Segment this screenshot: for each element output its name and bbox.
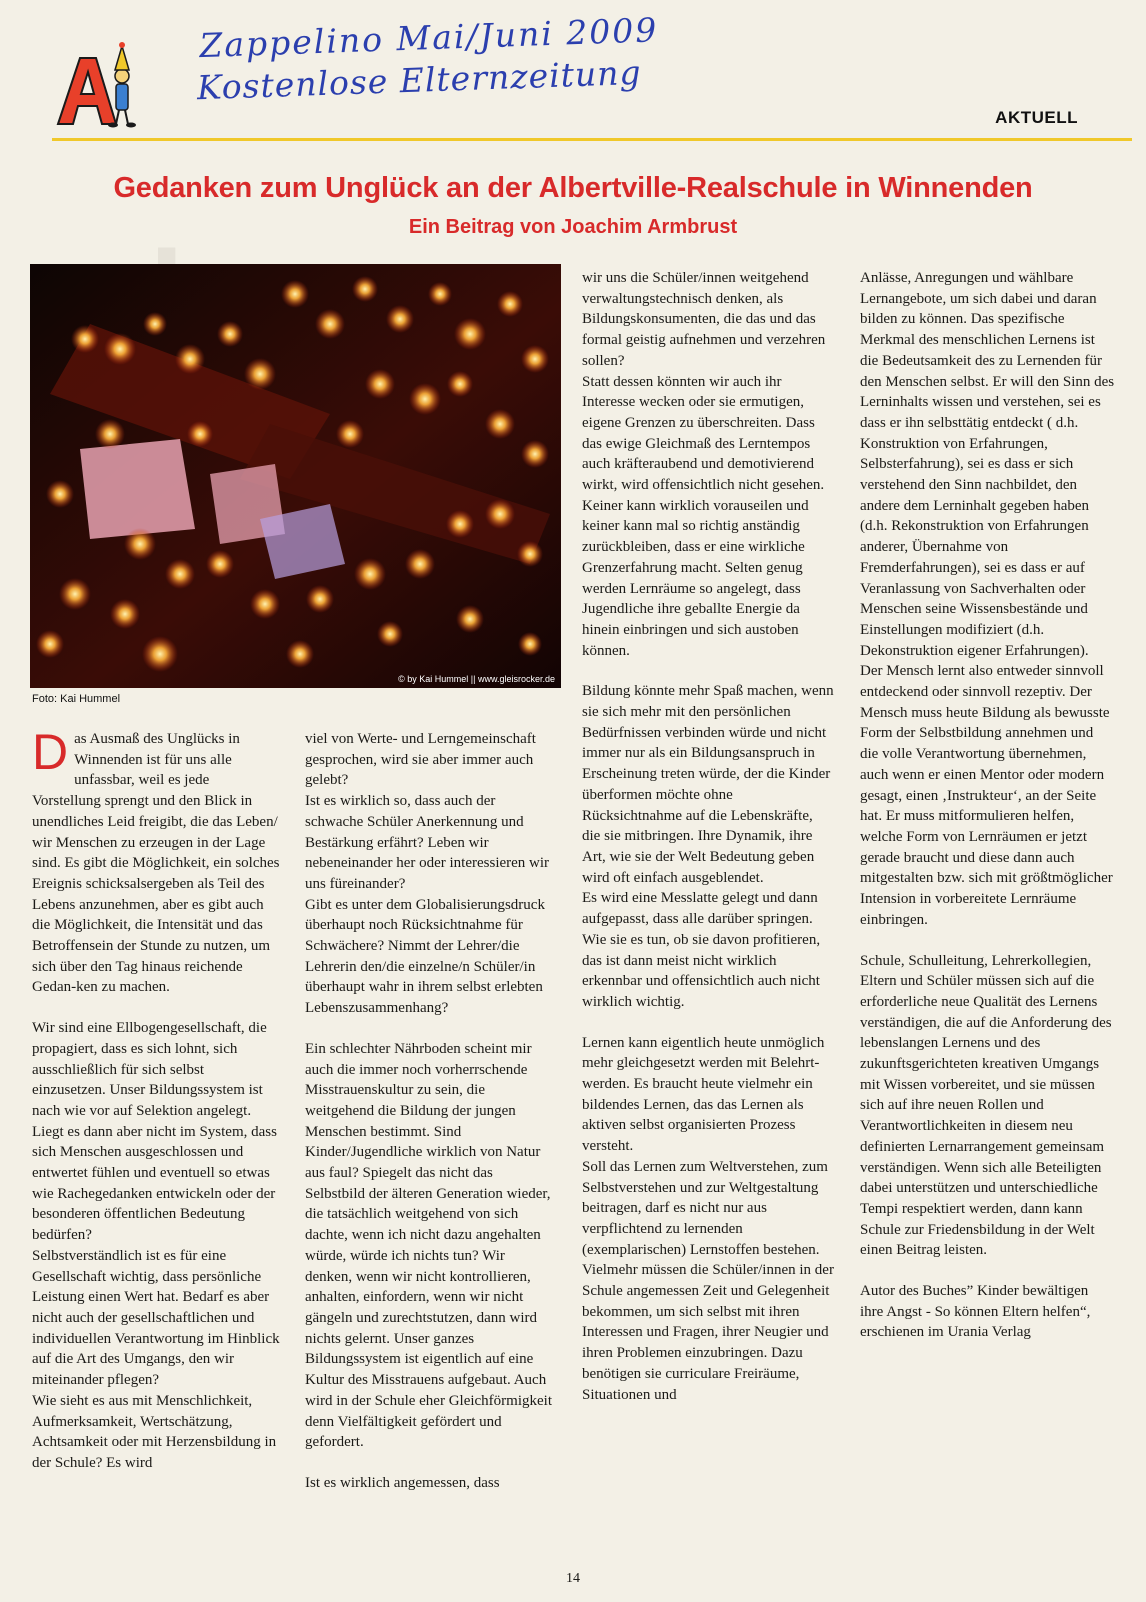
paragraph: Es wird eine Messlatte gelegt und dann aufgepasst, dass alle darüber springen. Wie sie es tun, ob sie davon profitieren, das ist dann meist nicht wirklich erkennbar und offensichtlich auch nicht wirklich wichtig. (582, 890, 821, 1010)
article-column-1 (32, 724, 280, 1474)
paragraph: wir uns die Schüler/innen weitgehend verwaltungstechnisch denken, als Bildungskonsumenten, die das und das formal geistig aufnehmen und verzehren sollen? (582, 270, 826, 369)
paragraph: Gibt es unter dem Globalisierungsdruck überhaupt noch Rücksichtnahme für Schwächere? Nimmt der Lehrer/die Lehrerin den/die einzelne/n Schüler/in überhaupt wahr in ihrem selbst erlebten Lebenszusammenhang? (305, 896, 545, 1017)
article-headline: Gedanken zum Unglück an der Albertville-Realschule in Winnenden (113, 172, 1033, 204)
header-rule (52, 138, 1132, 141)
paragraph: Ein schlechter Nährboden scheint mir auch die immer noch vorherrschende Misstrauenskultur zu sein, die weitgehend die Bildung der jungen Menschen bestimmt. Sind Kinder/Jugendliche wirklich von Natur aus faul? Spiegelt das nicht das Selbstbild der älteren Generation wieder, die tatsächlich weitgehend von sich dachte, wenn ich nicht dazu angehalten würde, würde ich nichts tun? Wir denken, wenn wir nicht kontrollieren, anhalten, einfordern, wenn wir nicht gängeln und zurechtstutzen, dann wird nichts gelernt. Unser ganzes Bildungssystem ist eigentlich auf eine Kultur des Misstrauens aufgebaut. Auch wird in der Schule eher Gleichförmigkeit denn Vielfältigkeit gefördert und gefordert. (305, 1040, 553, 1451)
author-note: Autor des Buches” Kinder bewältigen ihre Angst - So können Eltern helfen“, erschienen im Urania Verlag (860, 1283, 1091, 1341)
handwritten-line-1: Zappelino Mai/Juni 2009 (198, 10, 659, 66)
handwritten-line-2: Kostenlose Elternzeitung (196, 52, 643, 108)
paragraph: Selbstverständlich ist es für eine Gesellschaft wichtig, dass persönliche Leistung einen Wert hat. Bedarf es aber nicht auch der gesellschaftlichen und individuellen Verantwortung im Hinblick auf die Art des Umgangs, den wir miteinander pflegen? (32, 1247, 280, 1389)
paragraph: Bildung könnte mehr Spaß machen, wenn sie sich mehr mit den persönlichen Bedürfnissen verbinden würde und nicht immer nur als ein Bildungsanspruch in Erscheinung treten würde, der die Kinder überformen möchte ohne Rücksichtnahme auf die Lebenskräfte, die sie mitbringen. Ihre Dynamik, ihre Art, wie sie der Welt Bedeutung geben wird oft einfach ausgeblendet. (582, 683, 834, 886)
article-byline: Ein Beitrag von Joachim Armbrust (408, 216, 738, 238)
drop-cap: D (32, 724, 69, 780)
handwritten-note (196, 3, 842, 109)
page-number: 14 (566, 1571, 580, 1586)
paragraph: Anlässe, Anregungen und wählbare Lernangebote, um sich dabei und daran bilden zu können. Das spezifische Merkmal des menschlichen Lernens ist die Bedeutsamkeit des zu Lernenden für den Menschen selbst. Er will den Sinn des Lerninhalts wissen und verstehen, sei es dass er ihn selbsttätig entdeckt ( d.h. Konstruktion von Erfahrungen, Selbsterfahrung), sei es dass er sich verstehend den Sinn nachbildet, den andere dem Lerninhalt gegeben haben (d.h. Rekonstruktion von Erfahrungen anderer, Übernahme von Fremderfahrungen), sei es dass er auf Veranlassung von Sachverhalten oder Menschen seine Wissensbestände und Einstellungen modifiziert (d.h. Dekonstruktion eigener Erfahrungen). (860, 270, 1115, 659)
magazine-logo (52, 36, 138, 132)
paragraph: viel von Werte- und Lerngemeinschaft gesprochen, wird sie aber immer auch gelebt? (305, 731, 536, 789)
paragraph: Ist es wirklich angemessen, dass (305, 1474, 500, 1491)
paragraph: Wie sieht es aus mit Menschlichkeit, Aufmerksamkeit, Wertschätzung, Achtsamkeit oder mit Herzensbildung in der Schule? Es wird (32, 1392, 277, 1471)
paragraph: Lernen kann eigentlich heute unmöglich mehr gleichgesetzt werden mit Belehrt-werden. Es braucht heute vielmehr ein bildendes Lernen, das das Lernen als aktiven selbst organisierten Prozess versteht. (582, 1034, 825, 1155)
paragraph: Statt dessen könnten wir auch ihr Interesse wecken oder sie ermutigen, eigene Grenzen zu überschreiten. Dass das ewige Gleichmaß des Lerntempos auch kräfteraubend und demotivierend wirkt, wird offensichtlich nicht gesehen. Keiner kann wirklich vorauseilen und keiner kann mal so richtig anständig zurückbleiben, dass er eine wirkliche Grenzerfahrung macht. Selten genug werden Lernräume so angelegt, dass Jugendliche ihre geballte Energie da hinein einbringen und sich austoben können. (582, 373, 825, 659)
section-label: AKTUELL (995, 108, 1078, 127)
paragraph: Schule, Schulleitung, Lehrerkollegien, Eltern und Schüler müssen sich auf die erforderliche neue Qualität des Lernens verständigen, die auf die Anforderung des lebenslangen Lernens und des zukunftsgerichteten kreativen Umgangs mit Wissen vorbereitet, und sie müssen sich auf ihre neuen Rollen und Verantwortlichkeiten in diesem neu definierten Lernarrangement gemeinsam verständigen. Wenn sich alle Beteiligten dabei unterstützen und unterschiedliche Tempi respektiert werden, dann kann Schule zur Friedensbildung in der Welt einen Beitrag leisten. (860, 952, 1112, 1259)
paragraph: Soll das Lernen zum Weltverstehen, zum Selbstverstehen und zur Weltgestaltung beitragen, darf es nicht nur aus verpflichtend zu lernenden (exemplarischen) Lernstoffen bestehen. Vielmehr müssen die Schüler/innen in der Schule angemessen Zeit und Gelegenheit bekommen, um sich selbst mit ihren Interessen und Fragen, ihrer Neugier und ihren Problemen einzubringen. Dazu benötigen sie curriculare Freiräume, Situationen und (582, 1158, 834, 1403)
paragraph: Der Mensch lernt also entweder sinnvoll entdeckend oder sinnvoll rezeptiv. Der Mensch muss heute Bildung als bewusste Form der Selbstbildung annehmen und die volle Verantwortung übernehmen, auch wenn er einen Mentor oder modern gesagt, einen ‚Instrukteur‘, an der Seite hat. Er muss mitformulieren helfen, welche Form von Lernräumen er jetzt gerade braucht und diese dann auch mitgestalten bzw. sich mit größtmöglicher Intension in vorbereitete Lernräume einbringen. (860, 663, 1113, 928)
paragraph: Ist es wirklich so, dass auch der schwache Schüler Anerkennung und Bestärkung erfährt? Leben wir nebeneinander her oder interessieren wir uns füreinander? (305, 793, 550, 892)
article-column-4 (860, 268, 1115, 1343)
article-column-3 (582, 268, 834, 1405)
paragraph (32, 724, 280, 998)
photo-caption: Foto: Kai Hummel (32, 693, 121, 705)
photo-credit: © by Kai Hummel || www.gleisrocker.de (398, 674, 555, 684)
candles-photo (30, 264, 561, 688)
article-column-2 (305, 729, 553, 1494)
paragraph: Wir sind eine Ellbogengesellschaft, die propagiert, dass es sich lohnt, sich ausschließlich für sich selbst einzusetzen. Unser Bildungssystem ist nach wie vor auf Selektion angelegt. Liegt es dann aber nicht im System, dass sich Menschen ausgeschlossen und entwertet fühlen und eventuell so etwas wie Rachegedanken entwickeln oder der besonderen öffentlichen Bedeutung bedürfen? (32, 1020, 277, 1244)
paragraph-text: as Ausmaß des Unglücks in Winnenden ist für uns alle unfassbar, weil es jede Vorstellung sprengt und den Blick in unendliches Leid freigibt, die das Leben/ wir Menschen zu erzeugen in der Lage sind. Es gibt die Möglichkeit, ein solches Ereignis schicksalsergeben als Teil des Lebens anzunehmen, aber es gibt auch die Möglichkeit, die Intensität und das Betroffensein der Stunde zu nutzen, um sich über den Tag hinaus reichende Gedan-ken zu machen. (32, 731, 280, 996)
